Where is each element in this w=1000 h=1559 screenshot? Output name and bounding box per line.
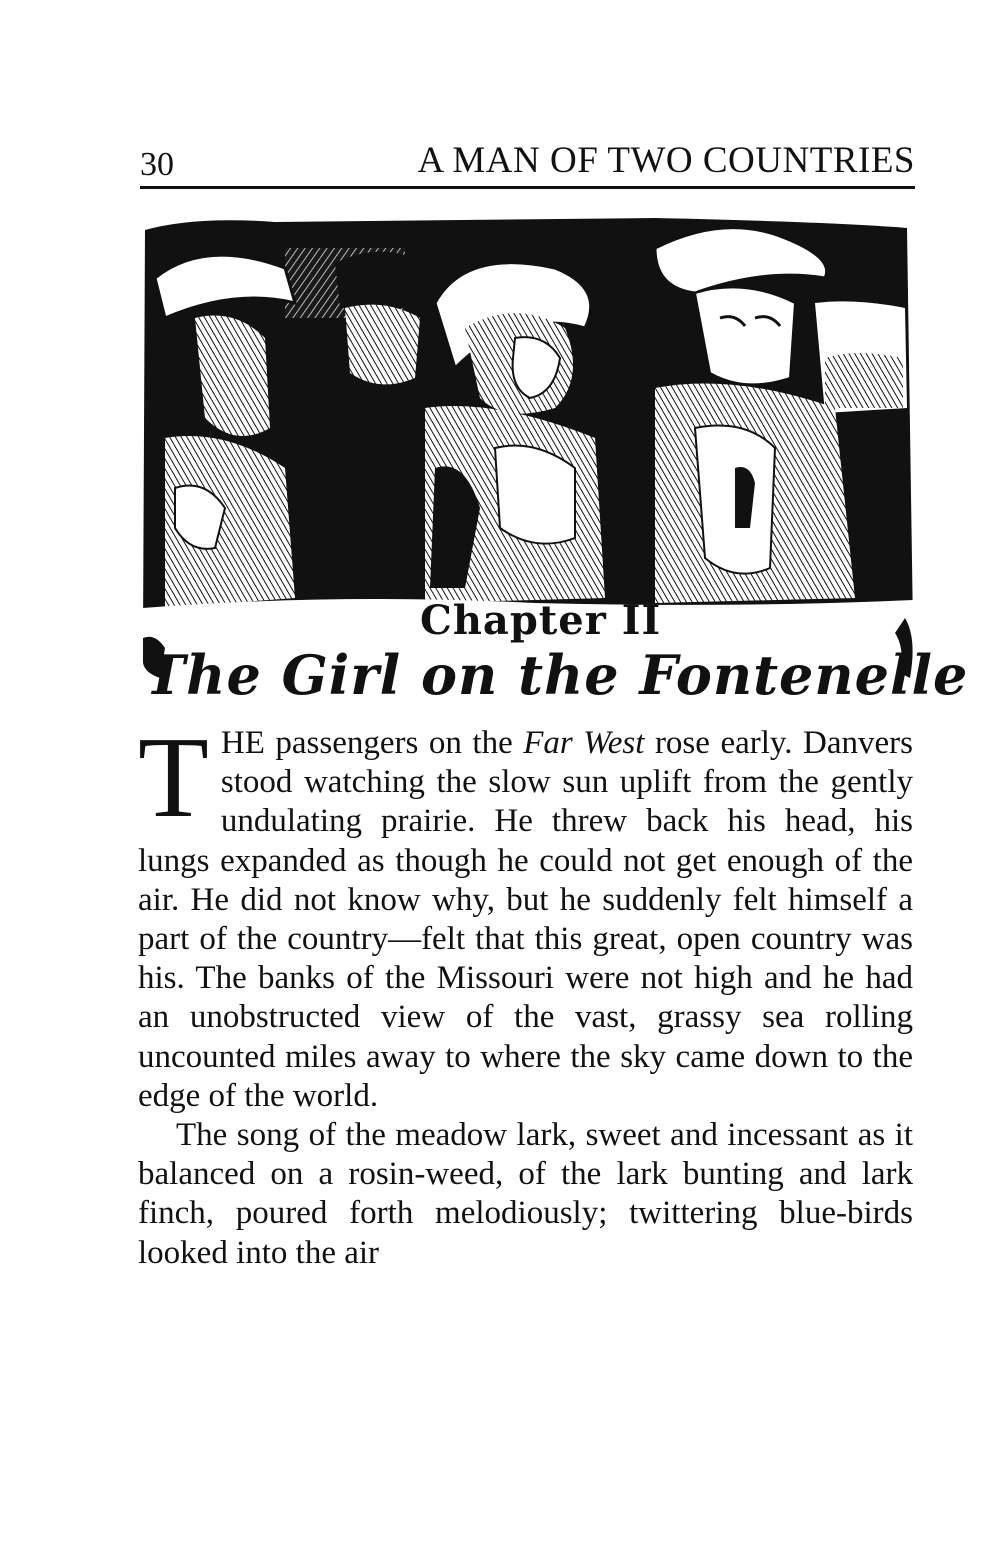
drop-cap: T xyxy=(138,714,209,842)
paragraph-text: HE passengers on the xyxy=(220,725,524,761)
page-number: 30 xyxy=(140,146,174,183)
chapter-title: The Girl on the Fontenelle xyxy=(145,643,969,707)
paragraph-text: rose early. Danvers stood watching the slow sun uplift from the gently undulating prairie. He threw back his head, his lungs expanded as though he could not get enough of the air. He did not know why, but he suddenly felt himself a part of the country—felt that this great, open country was his. The banks of the Missouri were not high and he had an unobstructed view of the vast, grassy sea rolling uncounted miles away to where the sky came down to the edge of the world. xyxy=(138,725,913,1114)
paragraph xyxy=(138,714,913,1116)
chapter-illustration xyxy=(135,208,969,708)
body-text xyxy=(138,714,913,1273)
paragraph: The song of the meadow lark, sweet and incessant as it balanced on a rosin-weed, of the lark bunting and lark finch, poured forth melodiously; twittering blue-birds looked into the air xyxy=(138,1117,913,1271)
header-rule xyxy=(140,186,915,189)
running-header xyxy=(140,140,915,182)
book-title: A MAN OF TWO COUNTRIES xyxy=(417,140,915,181)
ship-name: Far West xyxy=(523,725,645,761)
chapter-number: Chapter II xyxy=(420,597,662,644)
